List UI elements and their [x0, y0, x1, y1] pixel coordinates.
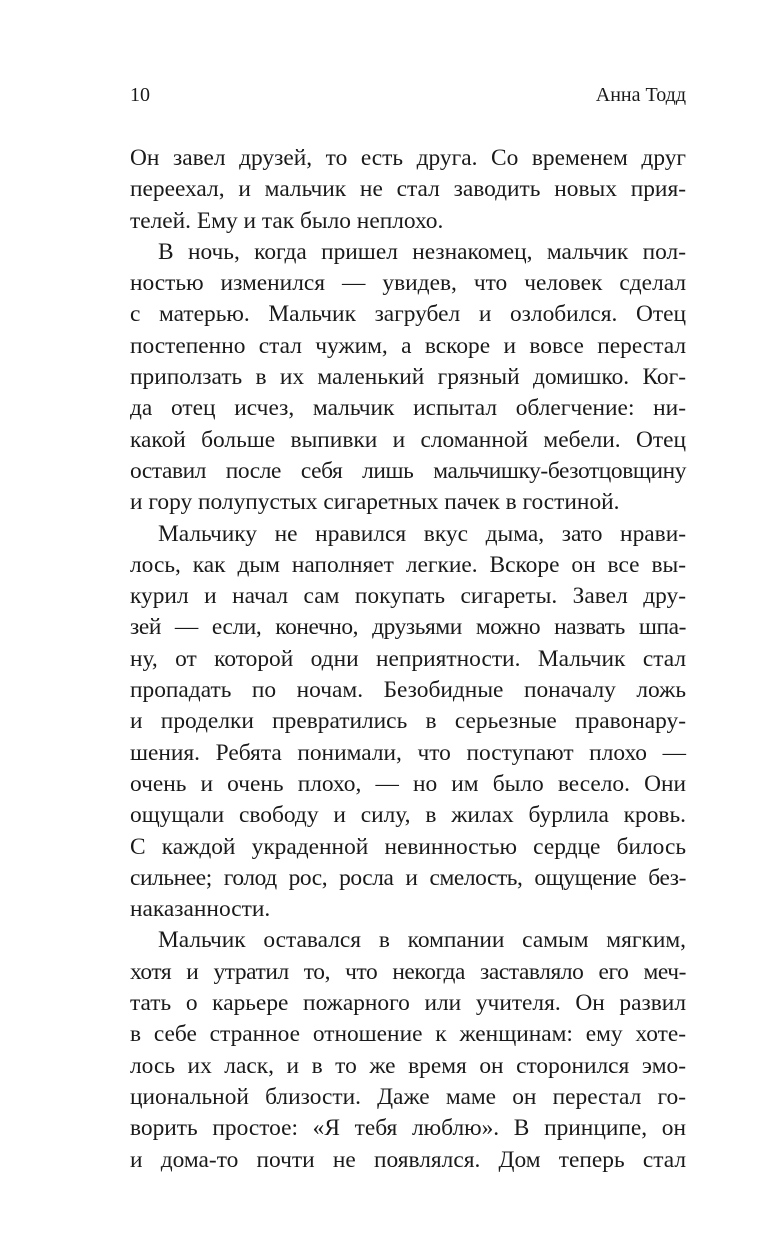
text-line: и дома-то почти не появлялся. Дом теперь стал	[130, 1146, 686, 1173]
text-line: телей. Ему и так было неплохо.	[130, 207, 444, 234]
text-line: и проделки превратились в серьезные правонару-	[130, 708, 686, 735]
text-line: тать о карьере пожарного или учителя. Он развил	[130, 990, 686, 1017]
text-line: ностью изменился — увидев, что человек сделал	[130, 270, 686, 297]
text-line: какой больше выпивки и сломанной мебели. Отец	[130, 426, 686, 453]
text-line: в себе странное отношение к женщинам: ему хоте-	[130, 1021, 686, 1048]
text-line: да отец исчез, мальчик испытал облегчение: ни-	[130, 395, 686, 422]
body-text	[130, 143, 686, 1176]
text-line: и гору полупустых сигаретных пачек в гостиной.	[130, 489, 620, 516]
text-line: хотя и утратил то, что некогда заставляло его меч-	[130, 958, 686, 985]
text-line: шения. Ребята понимали, что поступают плохо —	[130, 739, 686, 766]
text-line: ощущали свободу и силу, в жилах бурлила кровь.	[130, 802, 686, 829]
text-line: лось, как дым наполняет легкие. Вскоре он все вы-	[130, 551, 686, 578]
text-line: пропадать по ночам. Безобидные поначалу ложь	[130, 677, 686, 704]
text-line: сильнее; голод рос, росла и смелость, ощущение без-	[130, 864, 686, 891]
text-line: лось их ласк, и в то же время он сторонился эмо-	[130, 1052, 686, 1079]
text-line: Мальчику не нравился вкус дыма, зато нрави-	[158, 520, 686, 547]
text-line: ворить простое: «Я тебя люблю». В принципе, он	[130, 1115, 686, 1142]
text-line: с матерью. Мальчик загрубел и озлобился. Отец	[130, 301, 686, 328]
text-line: циональной близости. Даже маме он перестал го-	[130, 1083, 686, 1110]
text-line: В ночь, когда пришел незнакомец, мальчик пол-	[158, 238, 686, 265]
text-line: С каждой украденной невинностью сердце билось	[130, 833, 686, 860]
text-line: постепенно стал чужим, а вскоре и вовсе перестал	[130, 332, 686, 359]
text-line: ну, от которой одни неприятности. Мальчик стал	[130, 645, 686, 672]
text-line: наказанности.	[130, 896, 271, 923]
text-line: зей — если, конечно, друзьями можно назвать шпа-	[130, 614, 686, 641]
text-line: Он завел друзей, то есть друга. Со временем друг	[130, 145, 686, 171]
text-line: оставил после себя лишь мальчишку-безотцовщину	[130, 457, 686, 484]
text-line: курил и начал сам покупать сигареты. Завел дру-	[130, 583, 686, 610]
text-line: Мальчик оставался в компании самым мягким,	[158, 927, 686, 954]
text-line: приползать в их маленький грязный домишко. Ког-	[130, 364, 686, 391]
page-number: 10	[130, 84, 150, 106]
author-name: Анна Тодд	[595, 84, 686, 106]
running-head	[130, 82, 686, 108]
text-line: переехал, и мальчик не стал заводить новых прия-	[130, 176, 686, 203]
text-line: очень и очень плохо, — но им было весело. Они	[130, 770, 686, 797]
